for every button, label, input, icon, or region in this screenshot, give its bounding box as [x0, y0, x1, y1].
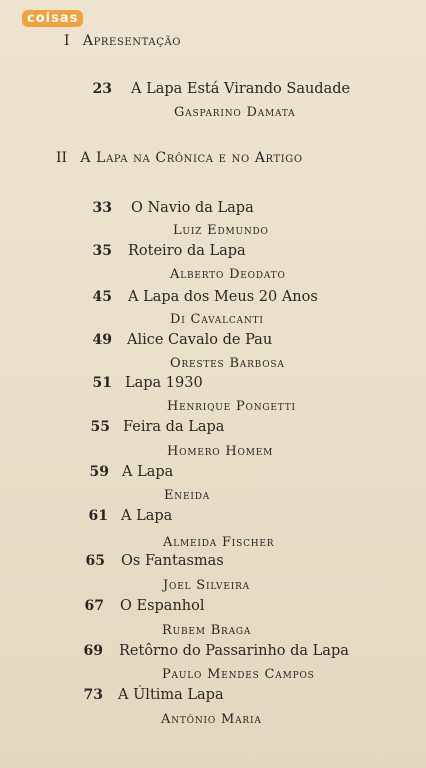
section-heading-1 [64, 33, 181, 49]
section-title: A Lapa na Crônica e no Artigo [80, 150, 303, 166]
entry-title: Feira da Lapa [123, 419, 225, 435]
section-number: I [64, 33, 70, 49]
entry-title: Roteiro da Lapa [128, 243, 246, 259]
entry-title: A Lapa [122, 464, 174, 480]
entry-author: Almeida Fischer [163, 535, 275, 550]
section-heading-2 [56, 150, 303, 166]
page-number: 73 [83, 687, 103, 703]
page-number: 69 [83, 643, 103, 659]
watermark-logo: coisas [22, 10, 83, 27]
page-number: 51 [92, 375, 112, 391]
entry-title: Os Fantasmas [121, 553, 224, 569]
entry-author: Luiz Edmundo [173, 223, 269, 238]
entry-author: Joel Silveira [163, 578, 250, 593]
entry-title: O Espanhol [120, 598, 205, 614]
page-number: 45 [92, 289, 112, 305]
page-number: 59 [89, 464, 109, 480]
entry-author: Di Cavalcanti [170, 312, 264, 327]
entry-author: Henrique Pongetti [167, 399, 296, 414]
entry-title: Lapa 1930 [125, 375, 203, 391]
section-number: II [56, 150, 68, 166]
entry-author: Orestes Barbosa [170, 356, 285, 371]
section-title: Apresentação [82, 33, 182, 49]
entry-title: A Lapa [121, 508, 173, 524]
page-number: 61 [88, 508, 108, 524]
page-number: 23 [92, 81, 112, 97]
entry-title: Retôrno do Passarinho da Lapa [119, 643, 349, 659]
page-number: 67 [84, 598, 104, 614]
page-number: 33 [92, 200, 112, 216]
entry-title: A Última Lapa [118, 687, 224, 703]
entry-author: Gasparino Damata [174, 105, 296, 120]
entry-author: Rubem Braga [162, 623, 252, 638]
page-number: 35 [92, 243, 112, 259]
entry-author: Homero Homem [167, 444, 274, 459]
entry-title: A Lapa Está Virando Saudade [131, 81, 351, 97]
page-number: 49 [92, 332, 112, 348]
page-number: 65 [85, 553, 105, 569]
entry-author: Alberto Deodato [170, 267, 286, 282]
entry-title: O Navio da Lapa [131, 200, 254, 216]
page-number: 55 [90, 419, 110, 435]
entry-author: Eneida [164, 488, 211, 503]
entry-author: Paulo Mendes Campos [162, 667, 315, 682]
entry-title: A Lapa dos Meus 20 Anos [128, 289, 318, 305]
entry-author: Antônio Maria [161, 712, 262, 727]
entry-title: Alice Cavalo de Pau [127, 332, 273, 348]
